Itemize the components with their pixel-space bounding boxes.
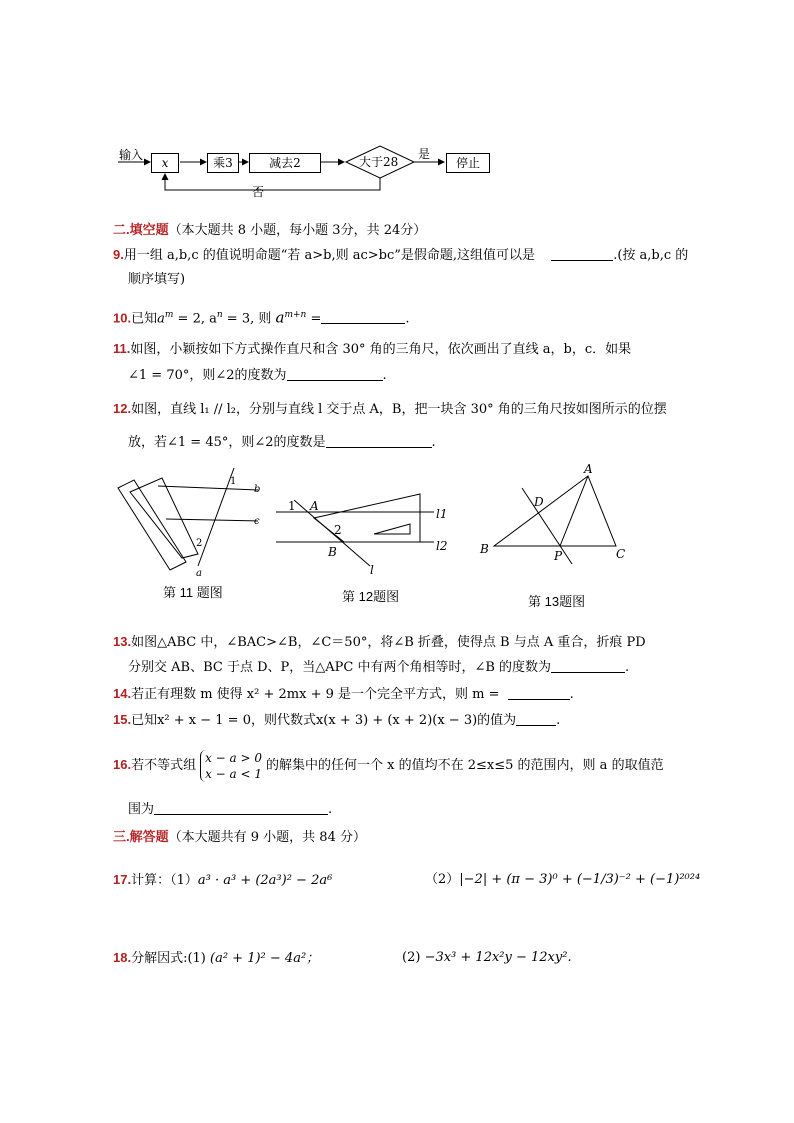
- end-punct: .: [382, 368, 387, 383]
- end-punct: .: [405, 311, 410, 327]
- question-12-line2: [128, 433, 436, 453]
- question-number: 9.: [113, 247, 124, 262]
- question-text: 如图，小颖按如下方式操作直尺和含 30° 角的三角尺，依次画出了直线 a，b，c．如果: [130, 342, 632, 357]
- fig11-label: 2: [196, 538, 203, 549]
- section-2-title: 二.填空题: [113, 222, 169, 237]
- question-number: 17.: [113, 872, 132, 887]
- question-16-line2: [128, 800, 332, 820]
- question-number: 15.: [113, 712, 132, 727]
- end-punct: .: [569, 687, 574, 702]
- question-number: 12.: [113, 401, 132, 416]
- question-18: [113, 948, 319, 969]
- expression-2: |−2| + (π − 3)⁰ + (−1/3)⁻² + (−1)²⁰²⁴: [459, 872, 701, 887]
- question-number: 18.: [113, 950, 132, 965]
- inequality-system: [200, 750, 262, 782]
- flow-diamond-label: 大于28: [359, 155, 399, 169]
- question-number: 10.: [113, 310, 132, 326]
- question-number: 13.: [113, 634, 132, 649]
- end-punct: .: [625, 660, 630, 675]
- question-text: 如图，直线 l₁ // l₂，分别与直线 l 交于点 A，B，把一块含 30° 角的三角尺按如图所示的位摆: [131, 402, 667, 417]
- fig12-label: l: [370, 563, 374, 576]
- figure-13: [474, 460, 634, 568]
- question-13: [113, 632, 646, 653]
- math-exp: m+n: [284, 310, 307, 320]
- fig12-label: B: [328, 545, 337, 559]
- question-14: [113, 684, 574, 705]
- question-text: ∠1 = 70°，则∠2的度数为: [128, 368, 287, 383]
- fig12-label: A: [310, 499, 319, 513]
- question-number: 11.: [113, 341, 131, 356]
- question-text: 分解因式:(1): [131, 951, 206, 966]
- question-18-part2: [402, 948, 572, 968]
- question-9-line2: 顺序填写): [128, 272, 186, 287]
- fig13-label: P: [554, 549, 563, 563]
- fig12-label: l2: [436, 539, 448, 553]
- question-text: 若正有理数 m 使得 x² + 2mx + 9 是一个完全平方式，则 m =: [131, 687, 500, 702]
- fig13-label: A: [584, 462, 593, 476]
- expression-1: a³ · a³ + (2a³)² − 2a⁶: [197, 873, 333, 888]
- end-punct: .: [328, 802, 333, 817]
- section-3-note: （本大题共有 9 小题，共 84 分）: [168, 830, 366, 845]
- question-text: 如图△ABC 中，∠BAC>∠B，∠C＝50°，将∠B 折叠，使得点 B 与点 A 重合，折痕 PD: [131, 635, 646, 650]
- answer-blank[interactable]: [321, 309, 405, 324]
- question-13-line2: [128, 658, 629, 678]
- math-var: a: [275, 308, 285, 327]
- fig13-label: C: [616, 547, 626, 561]
- question-text: 围为: [128, 802, 155, 817]
- question-text-tail: 的解集中的任何一个 x 的值均不在 2≤x≤5 的范围内，则 a 的取值范: [266, 758, 664, 773]
- flow-no-label: 否: [252, 185, 265, 199]
- fig12-label: 2: [334, 523, 342, 537]
- flow-yes-label: 是: [418, 147, 431, 161]
- expression-1: (a² + 1)² − 4a²；: [210, 951, 320, 966]
- inequality-1: x − a > 0: [205, 750, 263, 765]
- question-15: [113, 710, 560, 731]
- math-exp: n: [216, 310, 223, 320]
- answer-blank[interactable]: [551, 658, 625, 673]
- figure-12: [270, 488, 455, 576]
- math-text: = 3, 则: [222, 311, 276, 327]
- question-text: 已知: [131, 311, 158, 327]
- section-3-title: 三.解答题: [113, 829, 169, 844]
- section-2-note: （本大题共 8 小题，每小题 3分，共 24分）: [168, 223, 427, 238]
- answer-blank[interactable]: [508, 685, 570, 700]
- part-label: (2): [402, 950, 421, 965]
- answer-blank[interactable]: [326, 433, 432, 448]
- fig11-label: 1: [230, 476, 237, 487]
- question-text: 放，若∠1 = 45°，则∠2的度数是: [128, 435, 326, 450]
- flow-box-multiply: 乘3: [207, 153, 239, 173]
- question-text-tail: .(按 a,b,c 的: [613, 248, 689, 263]
- answer-blank[interactable]: [154, 800, 328, 815]
- expression-2: −3x³ + 12x²y − 12xy².: [424, 950, 572, 965]
- math-text: =: [306, 311, 322, 327]
- question-text: 用一组 a,b,c 的值说明命题“若 a>b,则 ac>bc”是假命题,这组值可以是: [123, 248, 536, 263]
- section-2-heading: [113, 219, 426, 238]
- end-punct: .: [556, 713, 561, 728]
- fig11-label: c: [254, 516, 260, 527]
- question-17-part2: [425, 870, 700, 890]
- flow-box-subtract: 减去2: [249, 153, 321, 173]
- math-exp: m: [164, 310, 174, 320]
- question-text: 已知x² + x − 1 = 0，则代数式x(x + 3) + (x + 2)(x − 3)的值为: [131, 713, 517, 728]
- figure-13-caption: 第 13题图: [528, 594, 586, 609]
- section-3-heading: [113, 826, 366, 845]
- flow-input-label: 输入: [119, 148, 144, 162]
- question-11-line2: [128, 366, 387, 386]
- math-var: a: [157, 311, 165, 327]
- fig13-label: D: [534, 495, 544, 509]
- fig13-label: B: [480, 542, 489, 556]
- question-11: [113, 339, 631, 360]
- question-17: [113, 870, 332, 891]
- question-number: 14.: [113, 686, 132, 701]
- question-12: [113, 399, 667, 420]
- question-10: [113, 305, 409, 329]
- part-label: （2）: [425, 872, 460, 887]
- answer-blank[interactable]: [551, 246, 613, 261]
- flow-box-x: x: [151, 153, 179, 173]
- figure-11: [112, 462, 262, 580]
- question-16: [113, 745, 664, 786]
- question-text: 分别交 AB、BC 于点 D、P，当△APC 中有两个角相等时，∠B 的度数为: [128, 660, 552, 675]
- question-number: 16.: [113, 757, 132, 772]
- figure-11-caption: 第 11 题图: [163, 585, 223, 600]
- inequality-2: x − a < 1: [205, 766, 263, 781]
- end-punct: .: [431, 435, 436, 450]
- question-text: 若不等式组: [131, 758, 197, 773]
- answer-blank[interactable]: [287, 366, 383, 381]
- question-text: 计算：（1）: [131, 873, 198, 888]
- answer-blank[interactable]: [516, 711, 556, 726]
- fig11-label: b: [254, 484, 261, 495]
- question-9: [113, 245, 688, 266]
- math-text: = 2, a: [173, 311, 217, 327]
- flow-box-stop: 停止: [446, 153, 490, 173]
- fig12-label: 1: [288, 499, 296, 513]
- fig12-label: l1: [436, 507, 448, 521]
- figure-12-caption: 第 12题图: [342, 589, 400, 604]
- fig11-label: a: [196, 568, 202, 579]
